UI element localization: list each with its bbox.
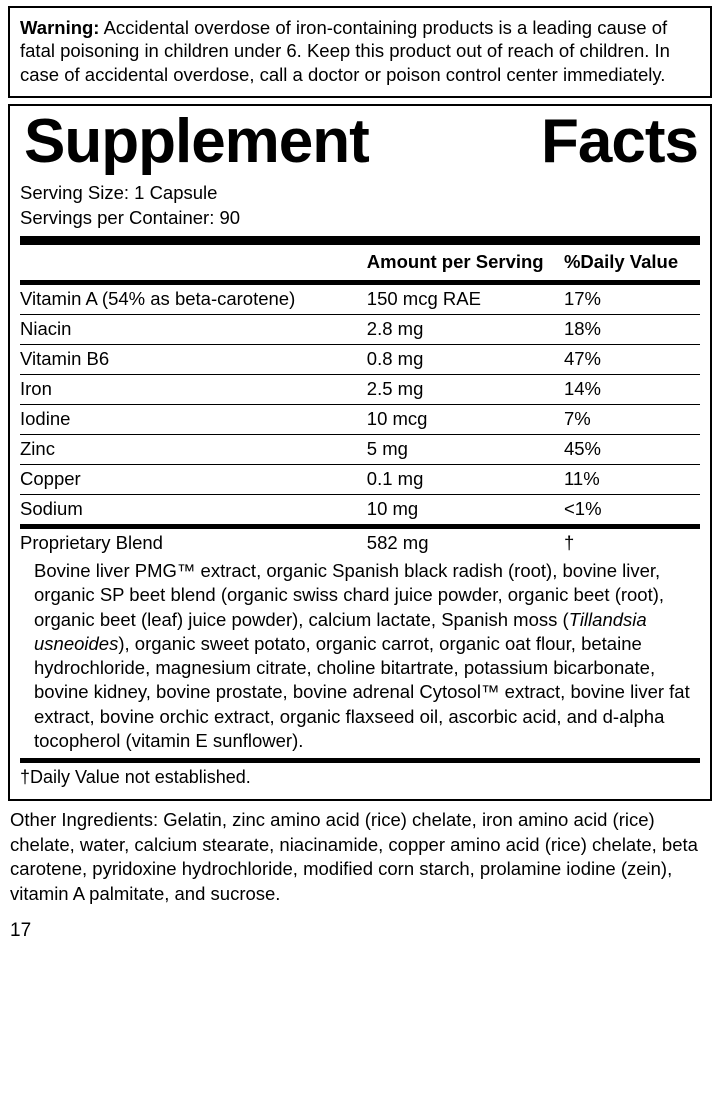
nutrient-dv: 17% — [563, 288, 602, 310]
nutrient-dv: 18% — [564, 315, 700, 345]
table-row — [20, 405, 700, 435]
nutrient-dv: <1% — [564, 495, 700, 525]
blend-amount: 582 mg — [366, 532, 429, 554]
page-number: 17 — [10, 920, 32, 941]
supplement-facts-box — [8, 104, 712, 801]
nutrient-dv: 14% — [564, 375, 700, 405]
warning-text — [20, 16, 700, 86]
table-row — [20, 465, 700, 495]
blend-name: Proprietary Blend — [20, 532, 163, 554]
nutrient-rows-table — [20, 285, 700, 524]
warning-label: Warning: — [20, 17, 100, 38]
nutrient-amount: 10 mg — [367, 495, 564, 525]
serving-size: Serving Size: 1 Capsule — [20, 181, 218, 203]
title-word-supplement: Supplement — [24, 107, 369, 177]
header-nutrient — [20, 245, 367, 280]
daily-value-footnote: †Daily Value not established. — [20, 766, 251, 787]
nutrient-name: Copper — [20, 465, 367, 495]
table-row — [20, 315, 700, 345]
header-daily-value: %Daily Value — [563, 251, 679, 273]
table-row — [20, 495, 700, 525]
table-row — [20, 375, 700, 405]
nutrient-name: Iron — [20, 375, 367, 405]
nutrient-amount: 5 mg — [367, 435, 564, 465]
table-row — [20, 285, 700, 315]
nutrient-amount: 2.8 mg — [367, 315, 564, 345]
blend-desc-pre: Bovine liver PMG™ extract, organic Spanish black radish (root), bovine liver, organic SP beet blend (organic swiss chard juice powder, organic beet (root), organic beet (leaf) juice powder), calcium lactate, Spanish moss ( — [34, 560, 665, 630]
nutrient-name: Niacin — [20, 315, 367, 345]
nutrient-name: Iodine — [20, 405, 367, 435]
servings-per-container: Servings per Container: 90 — [20, 206, 241, 228]
table-row-blend — [20, 529, 700, 558]
divider-thick-top — [20, 236, 700, 245]
table-row — [20, 345, 700, 375]
serving-info — [20, 175, 700, 234]
warning-body: Accidental overdose of iron-containing products is a leading cause of fatal poisoning in children under 6. Keep this product out of reach of children. In case of accidental overdose, call a doctor or poison control center immediately. — [20, 17, 670, 85]
blend-dv: † — [563, 532, 575, 554]
nutrient-amount: 10 mcg — [367, 405, 564, 435]
nutrient-amount: 0.1 mg — [367, 465, 564, 495]
warning-box — [8, 6, 712, 98]
nutrient-name: Vitamin B6 — [20, 345, 367, 375]
nutrition-table — [20, 245, 700, 280]
nutrient-dv: 11% — [564, 465, 700, 495]
supplement-facts-title — [20, 107, 700, 177]
nutrient-dv: 45% — [564, 435, 700, 465]
blend-desc-italic: Tillandsia usneoides — [34, 608, 647, 654]
blend-desc-post: ), organic sweet potato, organic carrot, organic oat flour, betaine hydrochloride, magnesium citrate, choline bitartrate, potassium bicarbonate, bovine kidney, bovine prostate, bovine adrenal Cytosol™ extract, bovine liver fat extract, bovine orchic extract, organic flaxseed oil, ascorbic acid, and d-alpha tocopherol (vitamin E sunflower). — [34, 632, 690, 751]
nutrient-name: Zinc — [20, 435, 367, 465]
blend-ingredient-list — [20, 558, 700, 758]
nutrient-amount: 150 mcg RAE — [366, 288, 481, 310]
table-row — [20, 435, 700, 465]
nutrient-dv: 47% — [564, 345, 700, 375]
nutrient-name: Sodium — [20, 495, 367, 525]
header-amount-per-serving: Amount per Serving — [366, 251, 544, 273]
nutrient-amount: 0.8 mg — [367, 345, 564, 375]
title-word-facts: Facts — [541, 107, 698, 177]
nutrient-name: Vitamin A (54% as beta-carotene) — [20, 288, 296, 310]
nutrient-amount: 2.5 mg — [367, 375, 564, 405]
other-ingredients: Other Ingredients: Gelatin, zinc amino acid (rice) chelate, iron amino acid (rice) chelate, water, calcium stearate, niacinamide, copper amino acid (rice) chelate, beta carotene, pyridoxine hydrochloride, modified corn starch, prolamine iodine (zein), vitamin A palmitate, and sucrose. — [10, 809, 698, 904]
nutrient-dv: 7% — [564, 405, 700, 435]
table-header-row — [20, 245, 700, 280]
proprietary-blend-table — [20, 529, 700, 558]
